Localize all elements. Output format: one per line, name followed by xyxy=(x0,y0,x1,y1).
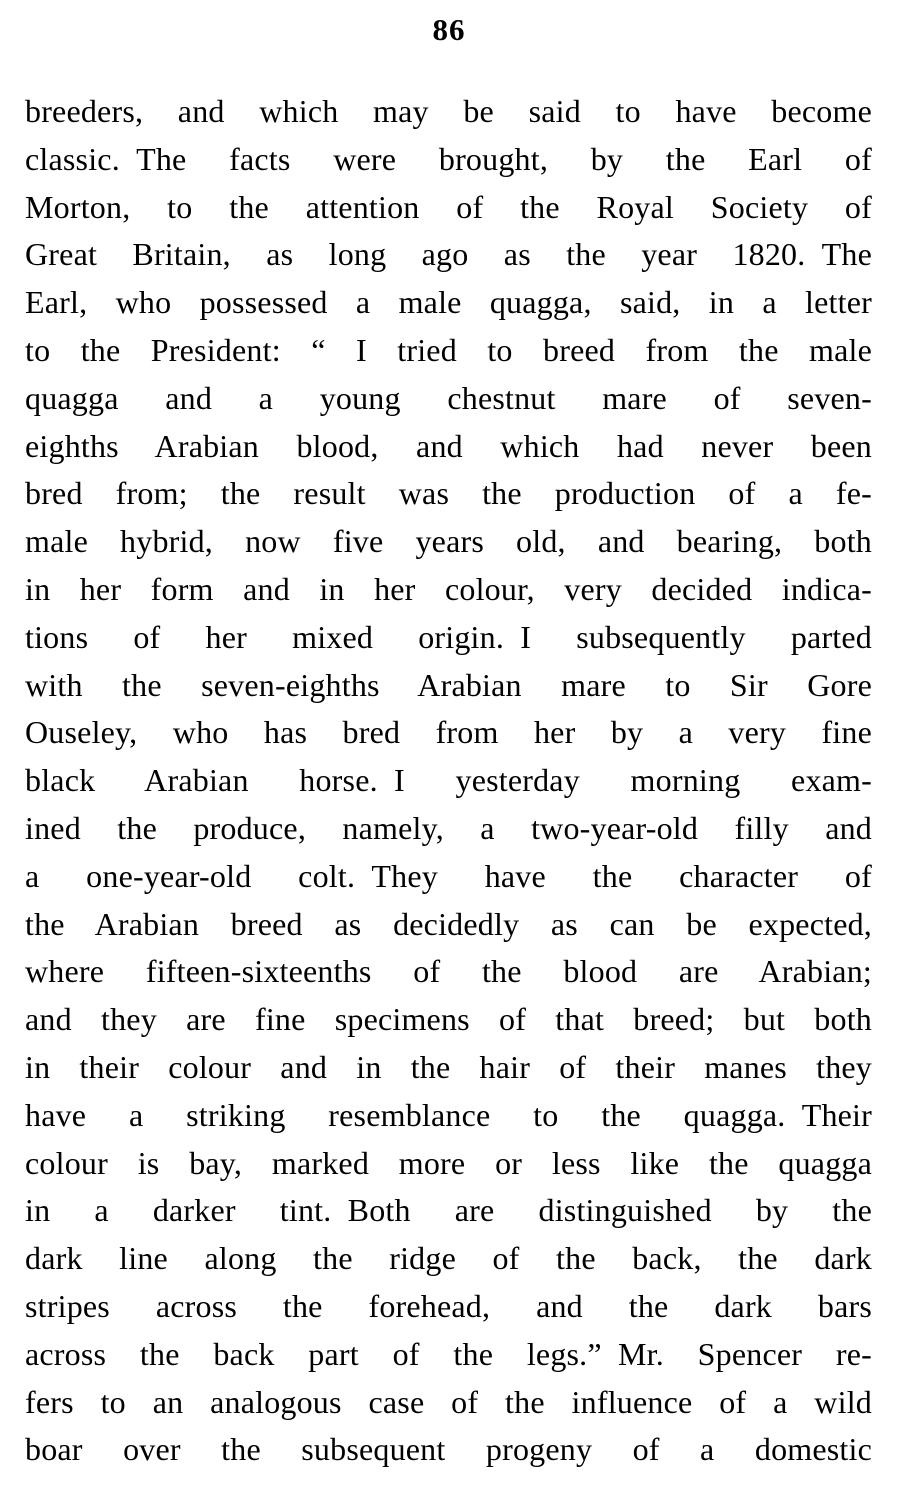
text-line: tions of her mixed origin. I subsequently parted xyxy=(25,618,872,655)
text-line: fers to an analogous case of the influence of a wild xyxy=(25,1383,872,1420)
text-line: Morton, to the attention of the Royal Society of xyxy=(25,188,872,225)
text-line: have a striking resemblance to the quagga. Their xyxy=(25,1096,872,1133)
text-line: a one-year-old colt. They have the character of xyxy=(25,857,872,894)
text-line: classic. The facts were brought, by the Earl of xyxy=(25,140,872,177)
text-line: in their colour and in the hair of their manes they xyxy=(25,1048,872,1085)
text-line: in her form and in her colour, very decided indica- xyxy=(25,570,872,607)
text-line: and they are fine specimens of that breed; but both xyxy=(25,1001,872,1038)
page-body xyxy=(25,88,872,1474)
text-line: boar over the subsequent progeny of a domestic xyxy=(25,1431,872,1468)
text-line: the Arabian breed as decidedly as can be expected, xyxy=(25,905,872,942)
text-line: bred from; the result was the production of a fe- xyxy=(25,475,872,512)
text-line: quagga and a young chestnut mare of seven- xyxy=(25,379,872,416)
text-line: Great Britain, as long ago as the year 1820. The xyxy=(25,236,872,273)
text-line: breeders, and which may be said to have become xyxy=(25,93,872,129)
text-line: male hybrid, now five years old, and bearing, both xyxy=(25,523,872,560)
text-line: eighths Arabian blood, and which had never been xyxy=(25,427,872,464)
text-line: black Arabian horse. I yesterday morning exam- xyxy=(25,762,872,799)
text-line: with the seven-eighths Arabian mare to Sir Gore xyxy=(25,666,872,703)
text-line: Earl, who possessed a male quagga, said, in a letter xyxy=(25,284,872,321)
page-number: 86 xyxy=(432,12,466,47)
text-line: stripes across the forehead, and the dark bars xyxy=(25,1287,872,1324)
text-line: colour is bay, marked more or less like the quagga xyxy=(25,1144,872,1181)
text-line: across the back part of the legs.” Mr. Spencer re- xyxy=(25,1335,872,1372)
text-line: where fifteen-sixteenths of the blood are Arabian; xyxy=(25,953,872,990)
text-line: to the President: “ I tried to breed from the male xyxy=(25,331,872,368)
text-line: in a darker tint. Both are distinguished by the xyxy=(25,1192,872,1229)
text-line: ined the produce, namely, a two-year-old filly and xyxy=(25,809,872,846)
text-line: dark line along the ridge of the back, the dark xyxy=(25,1240,872,1277)
text-line: Ouseley, who has bred from her by a very fine xyxy=(25,714,872,751)
